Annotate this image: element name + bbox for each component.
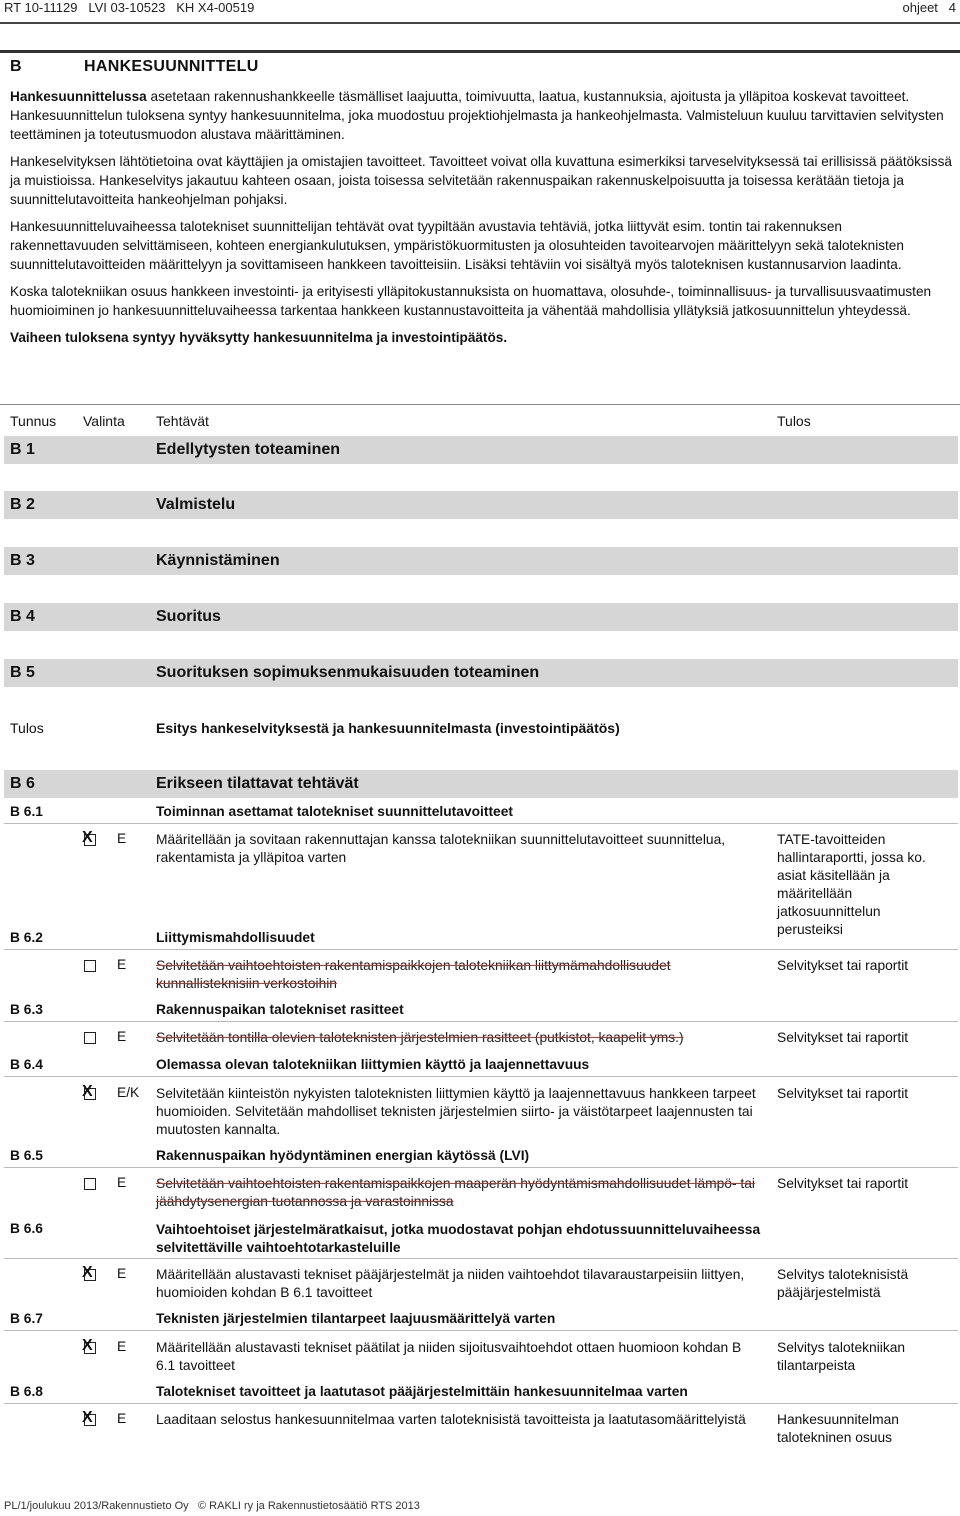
row-divider	[4, 1076, 958, 1077]
row-divider	[4, 1167, 958, 1168]
intro-paragraph-3: Hankesuunnitteluvaiheessa talotekniset suunnittelijan tehtävät ovat tyypiltään avustavia tehtäviä, jotka liittyvät esim. tontin tai rakennuksen rakennettavuuden selvittämiseen, kohteen energiankulutuksen, ympäristökuormitusten ja olosuhteiden tavoitearvojen määrittelyyn sekä taloteknisten suunnittelutavoitteiden määrittelyyn ja sovittamiseen hankkeen tavoitteisiin. Lisäksi tehtäviin voi sisältyä myös taloteknisen kustannusarvion laadinta.	[10, 219, 904, 272]
task-result: Selvitykset tai raportit	[777, 1030, 909, 1045]
sub-code: B 6.4	[10, 1057, 43, 1072]
footer-copyright: © RAKLI ry ja Rakennustietosäätiö RTS 2013	[198, 1500, 420, 1512]
task-description: Selvitetään kiinteistön nykyisten taloteknisten liittymien käyttö ja laajennettavuus hankkeen tarpeet huomioiden. Selvitetään mahdolliset teknisten järjestelmien siirto- ja väistötarpeet laajennusten tai muutosten kannalta.	[156, 1086, 756, 1137]
task-type: E	[117, 1411, 127, 1426]
task-type: E	[117, 1266, 127, 1281]
sub-title: Rakennuspaikan hyödyntäminen energian käytössä (LVI)	[156, 1148, 530, 1163]
task-description: Määritellään alustavasti tekniset päätilat ja niiden sijoitusvaihtoehdot ottaen huomioon kohdan B 6.1 tavoitteet	[156, 1340, 742, 1373]
phase-row	[4, 603, 958, 631]
task-description: Selvitetään vaihtoehtoisten rakentamispaikkojen talotekniikan liittymämahdollisuudet kunnallisteknisiin verkostoihin	[156, 958, 671, 991]
col-header-tehtavat: Tehtävät	[156, 413, 209, 429]
selection-checkbox[interactable]	[84, 960, 96, 972]
task-description: Selvitetään tontilla olevien taloteknisten järjestelmien rasitteet (putkistot, kaapelit yms.)	[156, 1030, 684, 1045]
task-result: Selvitykset tai raportit	[777, 1176, 909, 1191]
check-mark-icon: X	[82, 829, 93, 846]
col-header-tunnus: Tunnus	[10, 413, 57, 429]
task-description: Laaditaan selostus hankesuunnitelmaa varten taloteknisistä tavoitteista ja laatutasomäärittelyistä	[156, 1412, 746, 1427]
task-result: Hankesuunnitelman talotekninen osuus	[777, 1412, 899, 1445]
intro-paragraph-1-rest: asetetaan rakennushankkeelle täsmälliset laajuutta, toimivuutta, laatua, kustannuksia, ajoitusta ja ylläpitoa koskevat tavoitteet. Hankesuunnittelun tuloksena syntyy hankesuunnitelma, joka muodostuu projektiohjelmasta ja hankeohjelmasta. Valmisteluun kuuluu tarvittavien selvitysten teettäminen ja toteutusmuodon alustava määrittäminen.	[10, 89, 944, 142]
check-mark-icon: X	[82, 1083, 93, 1100]
phase-row	[4, 436, 958, 464]
phase-name: Edellytysten toteaminen	[156, 441, 341, 458]
sub-code: B 6.8	[10, 1384, 43, 1399]
row-divider	[4, 1330, 958, 1331]
phase-name: Erikseen tilattavat tehtävät	[156, 775, 359, 792]
selection-checkbox[interactable]	[82, 1337, 96, 1354]
phase-name: Käynnistäminen	[156, 552, 280, 569]
section-heading	[10, 58, 259, 76]
task-description: Määritellään ja sovitaan rakennuttajan kanssa talotekniikan suunnittelutavoitteet suunnittelua, rakentamista ja ylläpitoa varten	[156, 832, 726, 865]
phase-row-b6	[4, 770, 958, 798]
task-description: Selvitetään vaihtoehtoisten rakentamispaikkojen maaperän hyödyntämismahdollisuudet lämpö- tai jäähdytysenergian tuotannossa ja varastoinnissa	[156, 1176, 755, 1209]
intro-paragraph-4: Koska talotekniikan osuus hankkeen investointi- ja erityisesti ylläpitokustannuksista on huomattava, olosuhde-, toiminnallisuus- ja turvallisuusvaatimusten huomioiminen jo hankesuunnitteluvaiheessa tarkentaa hankkeen kustannustavoitteita ja vähentää mahdollisia yllätyksiä jatkosuunnittelun yhteydessä.	[10, 284, 932, 318]
selection-checkbox[interactable]	[82, 1083, 96, 1100]
intro-text	[10, 87, 952, 355]
page-header	[0, 0, 960, 22]
document-codes: RT 10-11129 LVI 03-10523 KH X4-00519	[4, 0, 255, 15]
phase-code: B 3	[10, 552, 35, 569]
task-type: E	[117, 957, 127, 972]
sub-title: Teknisten järjestelmien tilantarpeet laajuusmäärittelyä varten	[156, 1311, 556, 1326]
phase-code: B 5	[10, 664, 35, 681]
selection-checkbox[interactable]	[84, 1178, 96, 1190]
task-type: E	[117, 1339, 127, 1354]
check-mark-icon: X	[82, 1337, 93, 1354]
task-type: E	[117, 1175, 127, 1190]
section-rule	[0, 50, 960, 53]
check-mark-icon: X	[82, 1409, 93, 1426]
header-rule	[0, 22, 960, 24]
phase-code: B 4	[10, 608, 35, 625]
sub-code: B 6.2	[10, 930, 43, 945]
phase-name: Suoritus	[156, 608, 221, 625]
task-result: TATE-tavoitteiden hallintaraportti, jossa ko. asiat käsitellään ja määritellään jatkosuunnittelun perusteiksi	[777, 832, 926, 937]
phase-name: Suorituksen sopimuksenmukaisuuden toteaminen	[156, 664, 540, 681]
task-type: E	[117, 1029, 127, 1044]
sub-code: B 6.3	[10, 1002, 43, 1017]
row-divider	[4, 1403, 958, 1404]
sub-title: Talotekniset tavoitteet ja laatutasot pääjärjestelmittäin hankesuunnitelmaa varten	[156, 1384, 688, 1399]
sub-title: Liittymismahdollisuudet	[156, 930, 315, 945]
section-code: B	[10, 58, 22, 75]
col-header-valinta: Valinta	[83, 413, 125, 429]
footer-publisher: PL/1/joulukuu 2013/Rakennustieto Oy	[4, 1500, 189, 1512]
table-top-rule	[0, 404, 960, 405]
phase-name: Valmistelu	[156, 496, 236, 513]
sub-code: B 6.6	[10, 1221, 43, 1236]
intro-summary: Vaiheen tuloksena syntyy hyväksytty hankesuunnitelma ja investointipäätös.	[10, 330, 508, 345]
task-result: Selvitykset tai raportit	[777, 1086, 909, 1101]
selection-checkbox[interactable]	[84, 1032, 96, 1044]
intro-paragraph-1	[10, 87, 952, 144]
phase-code: B 2	[10, 496, 35, 513]
selection-checkbox[interactable]	[82, 1409, 96, 1426]
selection-checkbox[interactable]	[82, 1264, 96, 1281]
selection-checkbox[interactable]	[82, 829, 96, 846]
row-divider	[4, 949, 958, 950]
task-description: Määritellään alustavasti tekniset pääjärjestelmät ja niiden vaihtoehdot tilavaraustarpeisiin liittyen, huomioiden kohdan B 6.1 tavoitteet	[156, 1267, 745, 1300]
phase-code: B 6	[10, 775, 35, 792]
result-text: Esitys hankeselvityksestä ja hankesuunnitelmasta (investointipäätös)	[156, 720, 620, 736]
row-divider	[4, 1258, 958, 1259]
sub-title: Olemassa olevan talotekniikan liittymien käyttö ja laajennettavuus	[156, 1057, 590, 1072]
result-label: Tulos	[10, 720, 44, 736]
sub-title: Vaihtoehtoiset järjestelmäratkaisut, jotka muodostavat pohjan ehdotussuunnitteluvaiheessa selvitettäville vaihtoehtotarkasteluille	[156, 1222, 761, 1255]
col-header-tulos: Tulos	[777, 413, 811, 429]
task-result: Selvitys talotekniikan tilantarpeista	[777, 1340, 906, 1373]
phase-code: B 1	[10, 441, 35, 458]
sub-title: Toiminnan asettamat talotekniset suunnittelutavoitteet	[156, 804, 513, 819]
task-result: Selvitykset tai raportit	[777, 958, 909, 973]
section-title: HANKESUUNNITTELU	[84, 58, 259, 75]
phase-row	[4, 659, 958, 687]
phase-row	[4, 491, 958, 519]
check-mark-icon: X	[82, 1264, 93, 1281]
page-label: ohjeet 4	[902, 0, 956, 15]
intro-lead-term: Hankesuunnittelussa	[10, 89, 147, 104]
sub-code: B 6.1	[10, 804, 43, 819]
task-result: Selvitys taloteknisistä pääjärjestelmistä	[777, 1267, 909, 1300]
task-type: E/K	[117, 1085, 140, 1100]
sub-code: B 6.5	[10, 1148, 43, 1163]
row-divider	[4, 823, 958, 824]
sub-title: Rakennuspaikan talotekniset rasitteet	[156, 1002, 404, 1017]
phase-row	[4, 547, 958, 575]
task-type: E	[117, 831, 127, 846]
intro-paragraph-2: Hankeselvityksen lähtötietoina ovat käyttäjien ja omistajien tavoitteet. Tavoitteet voivat olla kuvattuna esimerkiksi tarveselvityksessä tai erillisissä päätöksissä ja muistioissa. Hankeselvitys jakautuu kahteen osaan, joista toisessa selvitetään rakennuspaikan rakennuskelpoisuutta ja toisessa kerätään tietoja ja suunnittelutavoitteita hankeohjelman pohjaksi.	[10, 154, 952, 207]
row-divider	[4, 1021, 958, 1022]
sub-code: B 6.7	[10, 1311, 43, 1326]
